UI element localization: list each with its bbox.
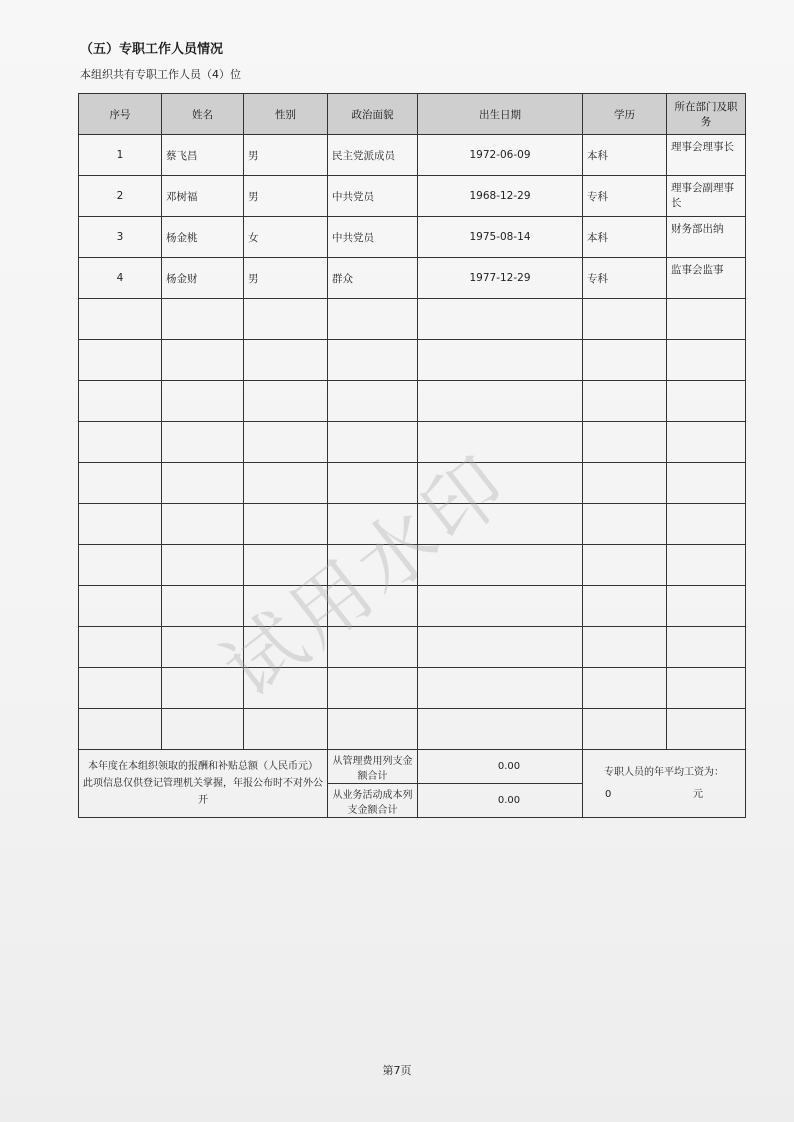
cell-name: 杨金财 — [162, 258, 244, 299]
cell-department: 财务部出纳 — [667, 217, 746, 258]
empty-cell — [328, 545, 418, 586]
cell-birthdate: 1968-12-29 — [418, 176, 583, 217]
empty-cell — [583, 668, 667, 709]
empty-cell — [328, 340, 418, 381]
empty-cell — [418, 668, 583, 709]
mgmt-expense-label: 从管理费用列支金额合计 — [328, 750, 418, 784]
empty-cell — [244, 627, 328, 668]
empty-cell — [79, 668, 162, 709]
empty-cell — [79, 299, 162, 340]
cell-education: 本科 — [583, 217, 667, 258]
empty-cell — [162, 504, 244, 545]
empty-cell — [79, 586, 162, 627]
empty-cell — [79, 709, 162, 750]
empty-cell — [418, 627, 583, 668]
cell-political: 民主党派成员 — [328, 135, 418, 176]
cell-index: 4 — [79, 258, 162, 299]
empty-cell — [583, 504, 667, 545]
empty-cell — [328, 299, 418, 340]
empty-cell — [583, 340, 667, 381]
mgmt-expense-value: 0.00 — [418, 750, 583, 784]
staff-count-line: 本组织共有专职工作人员（4）位 — [80, 68, 241, 81]
empty-cell — [583, 627, 667, 668]
empty-cell — [667, 504, 746, 545]
empty-cell — [244, 504, 328, 545]
empty-cell — [79, 340, 162, 381]
avg-salary-value: 0 — [605, 788, 612, 800]
cell-name: 杨金桃 — [162, 217, 244, 258]
empty-cell — [162, 627, 244, 668]
table-row — [79, 135, 746, 176]
empty-cell — [418, 381, 583, 422]
empty-cell — [667, 299, 746, 340]
empty-cell — [418, 709, 583, 750]
empty-cell — [583, 381, 667, 422]
empty-cell — [418, 545, 583, 586]
cell-gender: 男 — [244, 135, 328, 176]
empty-cell — [418, 463, 583, 504]
empty-cell — [328, 422, 418, 463]
empty-cell — [244, 709, 328, 750]
header-birthdate: 出生日期 — [418, 94, 583, 135]
cell-name: 邓树福 — [162, 176, 244, 217]
cell-name: 蔡飞昌 — [162, 135, 244, 176]
empty-cell — [667, 709, 746, 750]
empty-cell — [79, 627, 162, 668]
cell-index: 3 — [79, 217, 162, 258]
empty-cell — [328, 627, 418, 668]
cell-gender: 男 — [244, 258, 328, 299]
empty-cell — [244, 340, 328, 381]
cell-political: 群众 — [328, 258, 418, 299]
empty-table-row — [79, 340, 746, 381]
confidential-note: 此项信息仅供登记管理机关掌握，年报公布时不对外公开 — [83, 778, 323, 806]
cell-gender: 男 — [244, 176, 328, 217]
empty-cell — [418, 504, 583, 545]
cell-education: 专科 — [583, 176, 667, 217]
empty-cell — [667, 340, 746, 381]
cell-department: 理事会理事长 — [667, 135, 746, 176]
empty-cell — [328, 668, 418, 709]
cell-political: 中共党员 — [328, 176, 418, 217]
biz-cost-label: 从业务活动成本列支金额合计 — [328, 784, 418, 818]
cell-birthdate: 1975-08-14 — [418, 217, 583, 258]
empty-cell — [79, 504, 162, 545]
empty-cell — [328, 504, 418, 545]
empty-cell — [244, 422, 328, 463]
section-title: （五）专职工作人员情况 — [80, 42, 224, 57]
cell-political: 中共党员 — [328, 217, 418, 258]
empty-table-row — [79, 504, 746, 545]
empty-cell — [328, 709, 418, 750]
empty-table-row — [79, 627, 746, 668]
header-name: 姓名 — [162, 94, 244, 135]
avg-salary-unit: 元 — [693, 788, 703, 800]
table-header-row — [79, 94, 746, 135]
empty-table-row — [79, 586, 746, 627]
empty-cell — [418, 422, 583, 463]
cell-index: 1 — [79, 135, 162, 176]
empty-cell — [244, 381, 328, 422]
empty-cell — [162, 709, 244, 750]
avg-salary-line — [587, 784, 741, 806]
empty-cell — [667, 627, 746, 668]
empty-cell — [667, 586, 746, 627]
page-number: 第7页 — [382, 1064, 412, 1077]
header-gender: 性别 — [244, 94, 328, 135]
staff-table — [78, 93, 746, 818]
empty-cell — [79, 422, 162, 463]
cell-education: 本科 — [583, 135, 667, 176]
empty-cell — [79, 545, 162, 586]
cell-department: 监事会监事 — [667, 258, 746, 299]
empty-cell — [162, 545, 244, 586]
compensation-label-cell — [79, 750, 328, 818]
empty-cell — [583, 586, 667, 627]
empty-cell — [244, 668, 328, 709]
empty-cell — [162, 340, 244, 381]
summary-row-1 — [79, 750, 746, 784]
table-row — [79, 176, 746, 217]
empty-cell — [79, 463, 162, 504]
cell-gender: 女 — [244, 217, 328, 258]
empty-cell — [162, 422, 244, 463]
empty-table-row — [79, 668, 746, 709]
empty-cell — [244, 586, 328, 627]
cell-birthdate: 1977-12-29 — [418, 258, 583, 299]
empty-cell — [162, 463, 244, 504]
empty-cell — [244, 545, 328, 586]
biz-cost-value: 0.00 — [418, 784, 583, 818]
table-row — [79, 258, 746, 299]
empty-cell — [583, 545, 667, 586]
empty-table-row — [79, 709, 746, 750]
empty-cell — [583, 463, 667, 504]
empty-cell — [244, 463, 328, 504]
empty-cell — [162, 381, 244, 422]
empty-cell — [244, 299, 328, 340]
cell-index: 2 — [79, 176, 162, 217]
avg-salary-cell — [583, 750, 746, 818]
empty-cell — [162, 586, 244, 627]
header-education: 学历 — [583, 94, 667, 135]
empty-cell — [418, 586, 583, 627]
header-political: 政治面貌 — [328, 94, 418, 135]
empty-cell — [418, 299, 583, 340]
table-row — [79, 217, 746, 258]
empty-cell — [328, 463, 418, 504]
cell-education: 专科 — [583, 258, 667, 299]
empty-table-row — [79, 545, 746, 586]
cell-department: 理事会副理事长 — [667, 176, 746, 217]
empty-cell — [79, 381, 162, 422]
cell-birthdate: 1972-06-09 — [418, 135, 583, 176]
empty-cell — [328, 586, 418, 627]
empty-table-row — [79, 381, 746, 422]
empty-table-row — [79, 299, 746, 340]
compensation-label: 本年度在本组织领取的报酬和补贴总额（人民币元） — [88, 761, 318, 772]
empty-cell — [583, 299, 667, 340]
avg-salary-label: 专职人员的年平均工资为： — [604, 766, 724, 778]
empty-cell — [667, 463, 746, 504]
empty-cell — [667, 422, 746, 463]
empty-cell — [583, 709, 667, 750]
empty-cell — [418, 340, 583, 381]
empty-cell — [328, 381, 418, 422]
header-index: 序号 — [79, 94, 162, 135]
empty-cell — [162, 299, 244, 340]
empty-cell — [583, 422, 667, 463]
empty-cell — [162, 668, 244, 709]
header-department: 所在部门及职务 — [667, 94, 746, 135]
trial-watermark: 试用水印 — [207, 437, 528, 716]
empty-cell — [667, 668, 746, 709]
empty-cell — [667, 545, 746, 586]
empty-table-row — [79, 463, 746, 504]
empty-cell — [667, 381, 746, 422]
empty-table-row — [79, 422, 746, 463]
